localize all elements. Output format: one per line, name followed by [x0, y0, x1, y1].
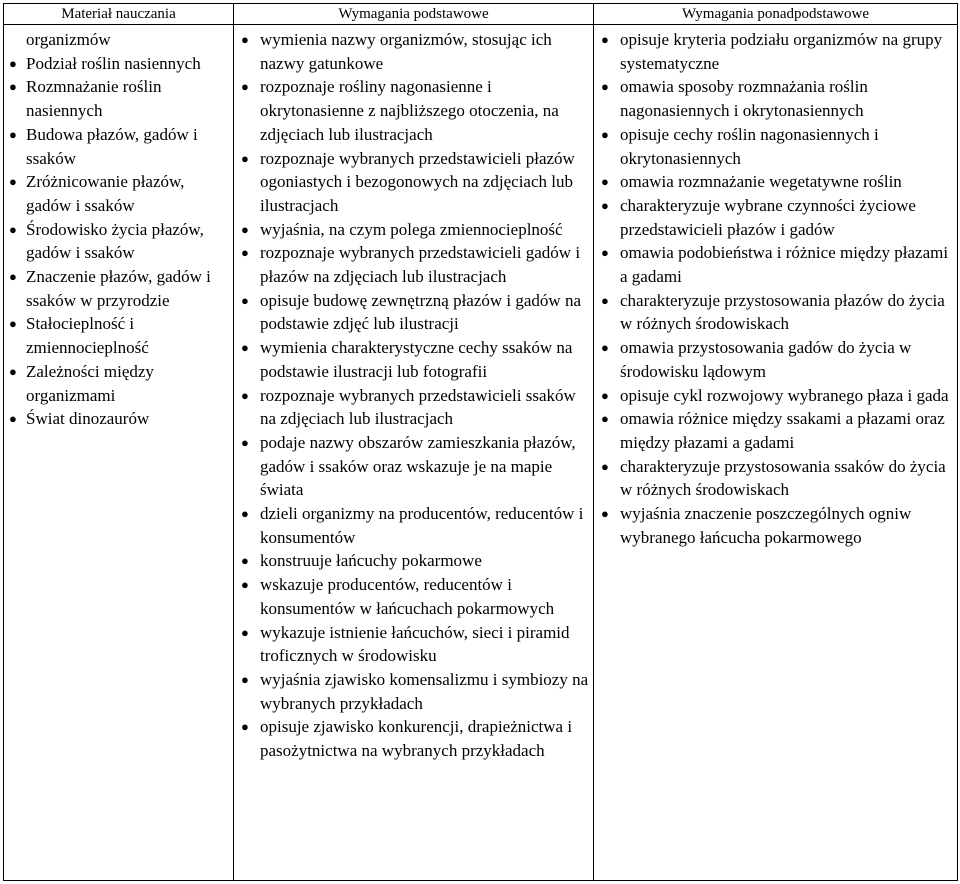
- advanced-requirement-item: [598, 170, 953, 194]
- requirements-table: [3, 3, 958, 881]
- bullet-icon: ●: [241, 150, 249, 166]
- material-item: [8, 407, 229, 431]
- material-item-text: Zróżnicowanie płazów, gadów i ssaków: [26, 172, 185, 215]
- basic-requirement-item: [238, 715, 589, 762]
- basic-requirement-item-text: wyjaśnia zjawisko komensalizmu i symbiozy na wybranych przykładach: [260, 669, 589, 713]
- advanced-requirement-item: [598, 455, 953, 502]
- material-item: [8, 75, 229, 122]
- teaching-material-list: [8, 28, 229, 431]
- basic-requirement-item: [238, 241, 589, 288]
- advanced-requirement-item-text: charakteryzuje przystosowania płazów do życia w różnych środowiskach: [620, 290, 945, 334]
- bullet-icon: ●: [601, 79, 609, 95]
- advanced-requirement-item: [598, 289, 953, 336]
- bullet-icon: ●: [601, 245, 609, 261]
- advanced-requirement-item: [598, 123, 953, 170]
- bullet-icon: ●: [601, 387, 609, 403]
- basic-requirement-item-text: konstruuje łańcuchy pokarmowe: [260, 551, 482, 571]
- bullet-icon: ●: [241, 292, 249, 308]
- bullet-icon: ●: [601, 32, 609, 47]
- advanced-requirement-item: [598, 194, 953, 241]
- basic-requirement-item-text: wymienia nazwy organizmów, stosując ich nazwy gatunkowe: [260, 30, 552, 73]
- advanced-requirement-item-text: omawia sposoby rozmnażania roślin nagonasiennych i okrytonasiennych: [620, 77, 868, 121]
- basic-requirement-item-text: rozpoznaje wybranych przedstawicieli płazów ogoniastych i bezogonowych na zdjęciach lub ilustracjach: [260, 148, 575, 215]
- bullet-icon: ●: [9, 411, 17, 427]
- bullet-icon: ●: [9, 221, 17, 237]
- material-item-text: Zależności między organizmami: [26, 361, 154, 405]
- advanced-requirement-item-text: charakteryzuje wybrane czynności życiowe przedstawicieli płazów i gadów: [620, 195, 916, 239]
- bullet-icon: ●: [241, 719, 249, 735]
- header-teaching-material: Materiał nauczania: [4, 4, 234, 25]
- basic-requirement-item-text: opisuje budowę zewnętrzną płazów i gadów na podstawie zdjęć lub ilustracji: [260, 290, 581, 334]
- advanced-requirement-item: [598, 407, 953, 454]
- material-item-text: Budowa płazów, gadów i ssaków: [26, 124, 198, 168]
- advanced-requirement-item-text: omawia rozmnażanie wegetatywne roślin: [620, 172, 902, 192]
- bullet-icon: ●: [241, 553, 249, 569]
- bullet-icon: ●: [241, 671, 249, 687]
- bullet-icon: ●: [241, 387, 249, 403]
- header-row: [4, 4, 958, 25]
- bullet-icon: ●: [9, 79, 17, 95]
- bullet-icon: ●: [241, 79, 249, 95]
- advanced-requirement-item-text: charakteryzuje przystosowania ssaków do życia w różnych środowiskach: [620, 456, 946, 500]
- advanced-requirement-item: [598, 241, 953, 288]
- material-item: [8, 312, 229, 359]
- bullet-icon: ●: [601, 506, 609, 522]
- bullet-icon: ●: [241, 221, 249, 237]
- advanced-requirement-item-text: opisuje cykl rozwojowy wybranego płaza i gada: [620, 385, 949, 405]
- basic-requirement-item: [238, 218, 589, 242]
- basic-requirement-item: [238, 431, 589, 502]
- bullet-icon: ●: [241, 434, 249, 450]
- advanced-requirement-item-text: wyjaśnia znaczenie poszczególnych ogniw wybranego łańcucha pokarmowego: [620, 504, 912, 547]
- advanced-requirement-item-text: omawia różnice między ssakami a płazami oraz między płazami a gadami: [620, 409, 945, 452]
- material-item-text: Świat dinozaurów: [26, 409, 150, 429]
- bullet-icon: ●: [601, 197, 609, 213]
- teaching-material-cell: [4, 25, 234, 881]
- bullet-icon: ●: [241, 506, 249, 522]
- material-item: [8, 52, 229, 76]
- header-advanced-requirements: Wymagania ponadpodstawowe: [594, 4, 958, 25]
- advanced-requirement-item-text: omawia podobieństwa i różnice między płazami a gadami: [620, 243, 949, 287]
- basic-requirement-item: [238, 384, 589, 431]
- bullet-icon: ●: [241, 624, 249, 640]
- advanced-requirement-item: [598, 336, 953, 383]
- basic-requirement-item-text: wykazuje istnienie łańcuchów, sieci i piramid troficznych w środowisku: [260, 622, 570, 666]
- basic-requirement-item: [238, 147, 589, 218]
- bullet-icon: ●: [241, 32, 249, 47]
- basic-requirement-item-text: wyjaśnia, na czym polega zmiennocieplność: [260, 219, 563, 239]
- advanced-requirement-item: [598, 502, 953, 549]
- material-item-text: Rozmnażanie roślin nasiennych: [26, 77, 162, 121]
- material-item-text: Stałocieplność i zmiennocieplność: [26, 314, 149, 358]
- advanced-requirement-item-text: opisuje cechy roślin nagonasiennych i okrytonasiennych: [620, 124, 879, 168]
- content-row: [4, 25, 958, 881]
- advanced-requirement-item: [598, 384, 953, 408]
- bullet-icon: ●: [241, 340, 249, 356]
- material-item: [8, 360, 229, 407]
- bullet-icon: ●: [601, 411, 609, 427]
- basic-requirement-item-text: rozpoznaje rośliny nagonasienne i okrytonasienne z najbliższego otoczenia, na zdjęciach lub ilustracjach: [260, 77, 559, 144]
- basic-requirement-item: [238, 336, 589, 383]
- material-item-text: Środowisko życia płazów, gadów i ssaków: [26, 219, 204, 263]
- material-item: [8, 170, 229, 217]
- material-item-text: organizmów: [26, 30, 111, 49]
- advanced-requirements-cell: [594, 25, 958, 881]
- bullet-icon: ●: [9, 174, 17, 190]
- basic-requirement-item: [238, 573, 589, 620]
- bullet-icon: ●: [9, 269, 17, 285]
- material-item: [8, 28, 229, 52]
- bullet-icon: ●: [601, 340, 609, 356]
- advanced-requirements-list: [598, 28, 953, 549]
- basic-requirement-item-text: opisuje zjawisko konkurencji, drapieżnictwa i pasożytnictwa na wybranych przykładach: [260, 717, 573, 761]
- material-item-text: Znaczenie płazów, gadów i ssaków w przyrodzie: [26, 267, 211, 310]
- bullet-icon: ●: [9, 55, 17, 71]
- bullet-icon: ●: [601, 458, 609, 474]
- basic-requirement-item: [238, 502, 589, 549]
- basic-requirement-item-text: rozpoznaje wybranych przedstawicieli ssaków na zdjęciach lub ilustracjach: [260, 385, 576, 429]
- basic-requirement-item: [238, 621, 589, 668]
- basic-requirement-item-text: wymienia charakterystyczne cechy ssaków na podstawie ilustracji lub fotografii: [260, 338, 573, 381]
- bullet-icon: ●: [601, 174, 609, 190]
- basic-requirements-list: [238, 28, 589, 763]
- bullet-icon: ●: [9, 363, 17, 379]
- material-item: [8, 123, 229, 170]
- basic-requirement-item-text: podaje nazwy obszarów zamieszkania płazów, gadów i ssaków oraz wskazuje je na mapie świata: [260, 432, 576, 500]
- advanced-requirement-item-text: omawia przystosowania gadów do życia w środowisku lądowym: [620, 338, 912, 381]
- bullet-icon: ●: [601, 292, 609, 308]
- material-item: [8, 218, 229, 265]
- basic-requirement-item: [238, 289, 589, 336]
- basic-requirements-cell: [234, 25, 594, 881]
- basic-requirement-item-text: rozpoznaje wybranych przedstawicieli gadów i płazów na zdjęciach lub ilustracjach: [260, 243, 581, 287]
- material-item: [8, 265, 229, 312]
- bullet-icon: ●: [241, 577, 249, 593]
- header-basic-requirements: Wymagania podstawowe: [234, 4, 594, 25]
- basic-requirement-item-text: dzieli organizmy na producentów, reducentów i konsumentów: [260, 504, 584, 547]
- advanced-requirement-item: [598, 28, 953, 75]
- basic-requirement-item: [238, 75, 589, 146]
- advanced-requirement-item-text: opisuje kryteria podziału organizmów na grupy systematyczne: [620, 30, 943, 73]
- bullet-icon: ●: [601, 126, 609, 142]
- advanced-requirement-item: [598, 75, 953, 122]
- bullet-icon: ●: [241, 245, 249, 261]
- basic-requirement-item: [238, 549, 589, 573]
- basic-requirement-item: [238, 28, 589, 75]
- basic-requirement-item: [238, 668, 589, 715]
- bullet-icon: ●: [9, 126, 17, 142]
- basic-requirement-item-text: wskazuje producentów, reducentów i konsumentów w łańcuchach pokarmowych: [260, 575, 555, 618]
- material-item-text: Podział roślin nasiennych: [26, 53, 201, 73]
- bullet-icon: ●: [9, 316, 17, 332]
